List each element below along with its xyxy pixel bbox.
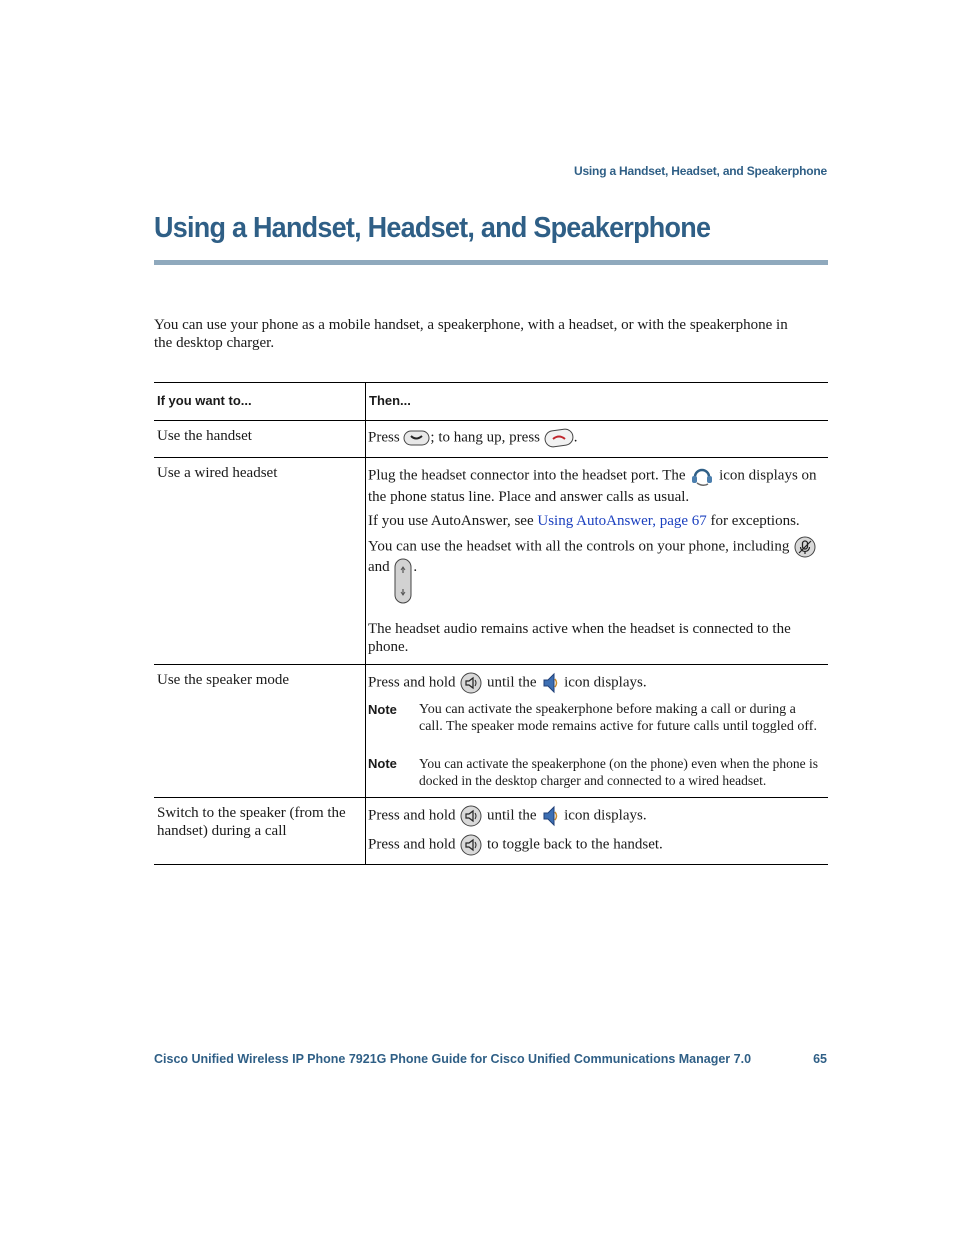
text: to toggle back to the handset. (487, 836, 663, 853)
text: and (368, 559, 390, 575)
text: Press and hold (368, 674, 456, 691)
then-cell (366, 665, 829, 798)
footer-title: Cisco Unified Wireless IP Phone 7921G Phone Guide for Cisco Unified Communications Manager 7.0 (154, 1052, 752, 1066)
task-cell: Switch to the speaker (from the handset) during a call (154, 798, 366, 865)
col-header-then: Then... (366, 383, 829, 421)
send-key-icon (403, 428, 430, 448)
text: for exceptions. (710, 513, 800, 529)
mute-button-icon (793, 536, 817, 558)
note-label: Note (368, 756, 397, 771)
then-cell (366, 798, 829, 865)
then-cell (366, 421, 829, 458)
speaker-button-icon (459, 672, 483, 694)
text: ; to hang up, press (430, 429, 540, 446)
text: Plug the headset connector into the headset port. The (368, 467, 686, 484)
instructions-table (154, 382, 828, 865)
intro-paragraph: You can use your phone as a mobile handset, a speakerphone, with a headset, or with the speakerphone in the desktop charger. (154, 317, 788, 351)
text: If you use AutoAnswer, see (368, 513, 534, 529)
note (368, 755, 820, 789)
text: Press and hold (368, 836, 456, 853)
paragraph (368, 536, 820, 604)
task-cell: Use the speaker mode (154, 665, 366, 798)
table-row (154, 665, 828, 798)
text: You can use the headset with all the controls on your phone, including (368, 538, 790, 555)
text: icon displays. (564, 674, 647, 691)
task-cell: Use the handset (154, 421, 366, 458)
note-label: Note (368, 702, 397, 717)
headset-status-icon (689, 464, 715, 488)
note-text: You can activate the speakerphone before making a call or during a call. The speaker mode remains active for future calls until toggled off. (419, 702, 817, 734)
volume-button-icon (393, 558, 413, 604)
speaker-status-icon (540, 671, 560, 695)
table-row (154, 798, 828, 865)
then-cell (366, 458, 829, 665)
paragraph (368, 671, 820, 695)
task-cell: Use a wired headset (154, 458, 366, 665)
text: . (573, 429, 578, 446)
text: until the (487, 807, 537, 824)
end-key-icon (544, 427, 574, 449)
table-row (154, 458, 828, 665)
text: Press and hold (368, 807, 456, 824)
paragraph (368, 512, 820, 530)
title-rule (154, 260, 828, 265)
col-header-task: If you want to... (154, 383, 366, 421)
note-text: You can activate the speakerphone (on the phone) even when the phone is docked in the desktop charger and connected to a wired headset. (419, 756, 819, 788)
paragraph: The headset audio remains active when the headset is connected to the phone. (368, 621, 791, 655)
paragraph (368, 804, 820, 828)
paragraph (368, 834, 820, 856)
running-head: Using a Handset, Headset, and Speakerphone (573, 164, 827, 178)
page-number: 65 (813, 1052, 827, 1066)
text: icon displays. (564, 807, 647, 824)
speaker-status-icon (540, 804, 560, 828)
text: . (413, 559, 418, 575)
table-row (154, 421, 828, 458)
paragraph (368, 464, 820, 506)
text: Press (368, 429, 400, 446)
speaker-button-icon (459, 805, 483, 827)
text: icon displays on the phone status line. Place and answer calls as usual. (368, 467, 817, 505)
note (368, 701, 820, 735)
table-header-row (154, 383, 828, 421)
autoanswer-link[interactable]: Using AutoAnswer, page 67 (537, 513, 707, 529)
speaker-button-icon (459, 834, 483, 856)
page-title: Using a Handset, Headset, and Speakerphone (154, 212, 711, 244)
text: until the (487, 674, 537, 691)
